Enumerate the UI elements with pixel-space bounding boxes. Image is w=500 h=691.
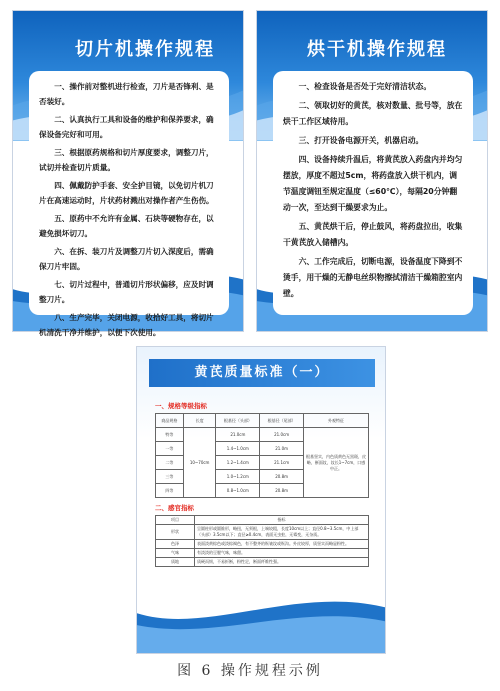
head-diameter-cell: 1.4~1.0cm [216,442,260,456]
poster-title: 切片机操作规程 [75,39,215,60]
procedure-item: 四、佩戴防护手套、安全护目镜，以免切片机刀片在高速运动时，片状药材溅出对操作者产生伤伤。 [39,181,214,205]
head-diameter-cell: 1.0~1.2cm [216,470,260,484]
procedure-item: 五、原药中不允许有金属、石块等硬物存在，以避免损坏切刀。 [39,214,214,238]
item-cell: 形状 [156,525,195,540]
item-cell: 质地 [156,558,195,567]
table-header-cell: 长度 [183,414,216,428]
table-header-cell: 根基径（头部） [216,414,260,428]
poster-slicer [12,10,244,337]
table-header-row [156,516,369,525]
procedure-item: 四、设备持续升温后，将黄芪放入药盘内并均匀摆放，厚度不超过5cm，将药盘放入烘干机内，调节温度调钮至规定温度（≤60℃），每隔20分钟翻动一次，至达到干燥要求为止。 [283,155,463,212]
table-row [156,558,369,567]
section-heading-grades: 一、规格等级指标 [155,402,207,410]
table-header-cell: 商品规格 [156,414,184,428]
feature-cell: 根基坚实，内色质黄色无黑斑，皮略，断面纹，纹长1~7cm，口感中正。 [304,428,369,498]
item-cell: 气味 [156,549,195,558]
head-diameter-cell: 0.8~1.0cm [216,484,260,498]
poster-dryer [256,10,488,332]
procedure-item: 一、操作前对整机进行检查，刀片是否锋利、是否装好。 [39,82,214,106]
tail-diameter-cell: 20.8m [260,484,304,498]
tail-diameter-cell: 21.0m [260,442,304,456]
tail-diameter-cell: 21.0cm [260,428,304,442]
procedure-panel [273,71,473,315]
procedure-item: 六、在拆、装刀片及调整刀片切入深度后，需确保刀片牢固。 [39,247,214,271]
grade-cell: 二等 [156,456,184,470]
length-cell: 10~70cm [183,428,216,498]
poster-title: 黄芪质量标准（一） [149,359,375,387]
procedure-item: 五、黄芪烘干后，停止鼓风，将药盘拉出，收集干黄芪放入储槽内。 [283,222,463,247]
grade-cell: 特等 [156,428,184,442]
grade-cell: 四等 [156,484,184,498]
poster-quality-standard [136,346,386,654]
table-header-row [156,414,369,428]
procedure-item: 二、认真执行工具和设备的维护和保养要求，确保设备完好和可用。 [39,115,214,139]
table-header-cell: 项目 [156,516,195,525]
item-cell: 色泽 [156,540,195,549]
procedure-item: 七、切片过程中，普通切片形状偏移，应及时调整刀片。 [39,280,214,304]
poster-title: 烘干机操作规程 [307,39,447,60]
value-cell: 有淡淡的豆腥气味，味甜。 [195,549,369,558]
table-row [156,549,369,558]
procedure-panel [29,71,229,337]
sensory-table [155,515,369,567]
value-cell: 质硬而韧，不易折断，粉性足，断面纤维性强。 [195,558,369,567]
value-cell: 呈圆柱形或圆锥形，略扭，无须根，上端较粗，长度10cm以上；直径0.8~3.5cm，中上部（头部）3.5cm以下；直径≥0.4cm，表面无虫蛀，无霉变，无杂质。 [195,525,369,540]
head-diameter-cell: 1.2~1.4cm [216,456,260,470]
table-row [156,540,369,549]
grade-cell: 一等 [156,442,184,456]
table-header-cell: 根基径（尾部） [260,414,304,428]
value-cell: 表面淡黄棕色或淡棕褐色，有不整齐的纵皱纹或纵沟。外皮较厚，质坚实而略显粉性。 [195,540,369,549]
table-row [156,525,369,540]
section-heading-sensory: 二、感官指标 [155,504,194,512]
head-diameter-cell: 21.0cm [216,428,260,442]
figure-caption: 图 6 操作规程示例 [177,663,323,679]
grade-table [155,413,369,498]
grade-cell: 三等 [156,470,184,484]
procedure-item: 三、根据原药规格和切片厚度要求，调整刀片，试切并检查切片质量。 [39,148,214,172]
table-header-cell: 外观特征 [304,414,369,428]
decorative-wave [137,347,385,653]
procedure-item: 二、领取切好的黄芪，核对数量、批号等，放在烘干工作区域待用。 [283,101,463,126]
procedure-item: 六、工作完成后，切断电源，设备温度下降到不烫手，用干燥的无静电丝织物擦拭清洁干燥箱腔室内壁。 [283,257,463,298]
procedure-item: 三、打开设备电源开关，机器启动。 [298,136,424,145]
tail-diameter-cell: 21.1cm [260,456,304,470]
table-header-cell: 指标 [195,516,369,525]
procedure-item: 八、生产完毕，关闭电源，收拾好工具，将切片机清洗干净并维护，以便下次使用。 [39,313,214,337]
procedure-item: 一、检查设备是否处于完好清洁状态。 [298,82,432,91]
tail-diameter-cell: 20.8m [260,470,304,484]
table-row [156,428,369,442]
